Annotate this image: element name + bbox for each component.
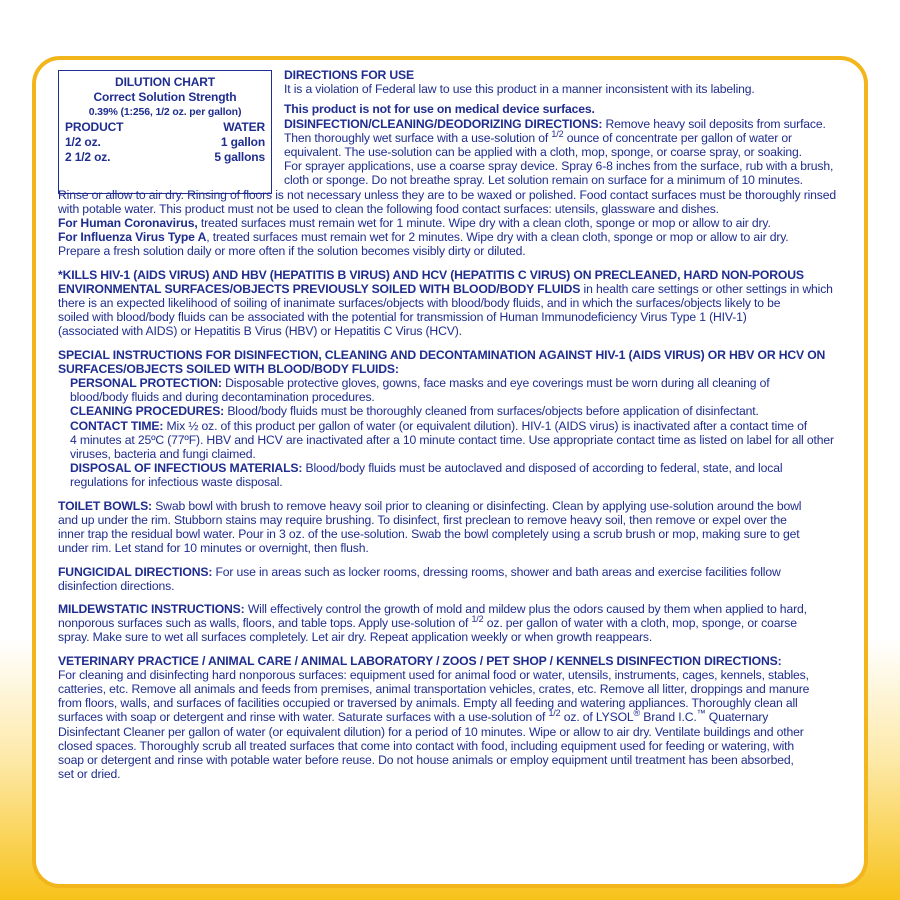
toilet-bowls-text: inner trap the residual bowl water. Pour in 3 oz. of the use-solution. Swab the bowl completely using a scrub brush or mop, making sure to get bbox=[58, 527, 800, 542]
dilution-chart bbox=[58, 70, 272, 194]
disinfection-text: equivalent. The use-solution can be applied with a cloth, mop, sponge, or coarse spray, or soaking. bbox=[284, 145, 802, 160]
dilution-product: 2 1/2 oz. bbox=[65, 150, 111, 164]
dilution-water: 1 gallon bbox=[220, 135, 265, 149]
dilution-chart-subtitle: Correct Solution Strength bbox=[93, 90, 237, 104]
rinse-line: with potable water. This product must not be used to clean the following food contact surfaces: utensils, glassware and dishes. bbox=[58, 201, 719, 216]
hiv-claim-text: soiled with blood/body fluids can be associated with the potential for transmission of Human Immunodeficiency Virus Type 1 (HIV-1) bbox=[58, 310, 747, 325]
mildewstatic-text: spray. Make sure to wet all surfaces completely. Let air dry. Repeat application weekly or when growth reappears. bbox=[58, 630, 653, 645]
personal-protection-label: PERSONAL PROTECTION: bbox=[70, 376, 222, 391]
fungicidal-text: For use in areas such as locker rooms, dressing rooms, shower and bath areas and exercise facilities follow bbox=[212, 564, 781, 579]
fungicidal-label: FUNGICIDAL DIRECTIONS: bbox=[58, 564, 213, 579]
directions-heading: DIRECTIONS FOR USE bbox=[284, 68, 415, 82]
fraction: 1/2 bbox=[548, 708, 561, 719]
personal-protection bbox=[58, 376, 858, 404]
contact-time-text: Mix ½ oz. of this product per gallon of water (or equivalent dilution). HIV-1 (AIDS virus) is inactivated after a contact time of bbox=[163, 418, 807, 433]
hiv-claim-heading: *KILLS HIV-1 (AIDS VIRUS) AND HBV (HEPATITIS B VIRUS) AND HCV (HEPATITIS C VIRUS) ON PRECLEANED, HARD NON-POROUS bbox=[58, 267, 804, 282]
dilution-chart-strength: 0.39% (1:256, 1/2 oz. per gallon) bbox=[88, 106, 242, 118]
disinfection-text: ounce of concentrate per gallon of water or bbox=[563, 130, 792, 145]
veterinary-directions bbox=[58, 654, 858, 782]
toilet-bowls-label: TOILET BOWLS: bbox=[58, 498, 152, 513]
contact-time-label: CONTACT TIME: bbox=[70, 418, 164, 433]
influenza-text bbox=[58, 230, 858, 244]
registered-mark: ® bbox=[633, 708, 641, 719]
disinfection-text: For sprayer applications, use a coarse spray device. Spray 6-8 inches from the surface, rub with a brush, bbox=[284, 159, 834, 174]
influenza-instructions: , treated surfaces must remain wet for 2 minutes. Wipe dry with a clean cloth, sponge or mop or allow to air dry. bbox=[206, 230, 789, 245]
cleaning-procedures-text: Blood/body fluids must be thoroughly cleaned from surfaces/objects before application of disinfectant. bbox=[224, 404, 759, 419]
veterinary-text: Brand I.C. bbox=[640, 710, 697, 725]
hiv-claim bbox=[58, 268, 858, 339]
disposal-infectious bbox=[58, 461, 858, 489]
toilet-bowls-text: Swab bowl with brush to remove heavy soil prior to cleaning or disinfecting. Clean by applying use-solution around the bowl bbox=[151, 498, 802, 513]
contact-time-text: viruses, bacteria and fungi claimed. bbox=[70, 447, 256, 462]
hiv-claim-text: there is an expected likelihood of soiling of inanimate surfaces/objects with blood/body fluids, and in which the surfaces/objects likely to be bbox=[58, 296, 781, 311]
mildewstatic-instructions bbox=[58, 602, 858, 645]
fresh-solution-text: Prepare a fresh solution daily or more often if the solution becomes visibly dirty or diluted. bbox=[58, 244, 526, 259]
mildewstatic-text: nonporous surfaces such as walls, floors, and table tops. Apply use-solution of bbox=[58, 616, 472, 631]
influenza-label: For Influenza Virus Type A bbox=[58, 230, 207, 245]
contact-time bbox=[58, 419, 858, 462]
coronavirus-instructions: treated surfaces must remain wet for 1 minute. Wipe dry with a clean cloth, sponge or mop or allow to air dry. bbox=[197, 216, 771, 231]
veterinary-text: For cleaning and disinfecting hard nonporous surfaces: equipment used for animal food or water, utensils, instruments, cages, kennels, stables, bbox=[58, 667, 809, 682]
hiv-claim-text: (associated with AIDS) or Hepatitis B Virus (HBV) or Hepatitis C Virus (HCV). bbox=[58, 324, 462, 339]
veterinary-text: Quaternary bbox=[705, 710, 769, 725]
mildewstatic-text: oz. per gallon of water with a cloth, mop, sponge, or coarse bbox=[483, 616, 797, 631]
special-heading: SPECIAL INSTRUCTIONS FOR DISINFECTION, CLEANING AND DECONTAMINATION AGAINST HIV-1 (AIDS VIRUS) OR HBV OR HCV ON bbox=[58, 347, 826, 362]
coronavirus-label: For Human Coronavirus, bbox=[58, 216, 198, 231]
toilet-bowls bbox=[58, 499, 858, 556]
mildewstatic-text: Will effectively control the growth of mold and mildew plus the odors caused by them when applied to hard, bbox=[244, 601, 807, 616]
medical-device-warning: This product is not for use on medical device surfaces. bbox=[284, 102, 595, 117]
veterinary-text: from floors, walls, and surfaces of facilities occupied or traversed by animals. Empty all feeding and watering appliances. Thoroughly clean all bbox=[58, 696, 798, 711]
coronavirus-text bbox=[58, 216, 858, 230]
disinfection-heading: DISINFECTION/CLEANING/DEODORIZING DIRECTIONS: bbox=[284, 116, 603, 131]
mildewstatic-label: MILDEWSTATIC INSTRUCTIONS: bbox=[58, 601, 245, 616]
dilution-chart-title: DILUTION CHART bbox=[115, 75, 215, 89]
federal-law-text: It is a violation of Federal law to use this product in a manner inconsistent with its labeling. bbox=[284, 82, 755, 97]
disinfection-text: cloth or sponge. Do not breathe spray. Let solution remain on surface for a minimum of 10 minutes. bbox=[284, 173, 803, 188]
cleaning-procedures-label: CLEANING PROCEDURES: bbox=[70, 404, 225, 419]
hiv-claim-text: in health care settings or other settings in which bbox=[580, 281, 833, 296]
disposal-text: Blood/body fluids must be autoclaved and disposed of according to federal, state, and local bbox=[302, 461, 783, 476]
dilution-row bbox=[65, 150, 265, 165]
veterinary-text: surfaces with soap or detergent and rinse with water. Saturate surfaces with a use-solution of bbox=[58, 710, 549, 725]
fungicidal-text: disinfection directions. bbox=[58, 578, 175, 593]
veterinary-text: Disinfectant Cleaner per gallon of water (or equivalent dilution) for a period of 10 minutes. Wipe or allow to air dry. Ventilate buildings and other bbox=[58, 724, 804, 739]
dilution-water: 5 gallons bbox=[214, 150, 265, 164]
label-content bbox=[58, 68, 858, 781]
disinfection-text: Remove heavy soil deposits from surface. bbox=[602, 116, 826, 131]
trademark-mark: ™ bbox=[696, 708, 706, 719]
toilet-bowls-text: and up under the rim. Stubborn stains may require brushing. To disinfect, first preclean to remove heavy soil, then remove or expel over the bbox=[58, 512, 787, 527]
special-instructions bbox=[58, 348, 858, 376]
disposal-label: DISPOSAL OF INFECTIOUS MATERIALS: bbox=[70, 461, 303, 476]
dilution-chart-header-row bbox=[65, 120, 265, 135]
cleaning-procedures bbox=[58, 404, 858, 418]
dilution-row bbox=[65, 135, 265, 150]
veterinary-heading: VETERINARY PRACTICE / ANIMAL CARE / ANIMAL LABORATORY / ZOOS / PET SHOP / KENNELS DISINFECTION DIRECTIONS: bbox=[58, 653, 782, 668]
veterinary-text: set or dried. bbox=[58, 767, 121, 782]
dilution-col-water: WATER bbox=[223, 120, 265, 134]
personal-protection-text: blood/body fluids and during decontamination procedures. bbox=[70, 390, 375, 405]
directions-block bbox=[284, 68, 858, 188]
rinse-line: Rinse or allow to air dry. Rinsing of floors is not necessary unless they are to be waxed or polished. Food contact surfaces must be thoroughly rinsed bbox=[58, 187, 836, 202]
dilution-col-product: PRODUCT bbox=[65, 120, 124, 134]
disinfection-text: Then thoroughly wet surface with a use-solution of bbox=[284, 130, 552, 145]
dilution-product: 1/2 oz. bbox=[65, 135, 101, 149]
disposal-text: regulations for infectious waste disposal. bbox=[70, 475, 283, 490]
special-heading: SURFACES/OBJECTS SOILED WITH BLOOD/BODY FLUIDS: bbox=[58, 361, 399, 376]
contact-time-text: 4 minutes at 25ºC (77ºF). HBV and HCV are inactivated after a 10 minute contact time. Use appropriate contact time as listed on label for all other bbox=[70, 432, 834, 447]
hiv-claim-heading: ENVIRONMENTAL SURFACES/OBJECTS PREVIOUSLY SOILED WITH BLOOD/BODY FLUIDS bbox=[58, 281, 581, 296]
fungicidal-directions bbox=[58, 565, 858, 593]
product-label-panel bbox=[32, 56, 868, 888]
veterinary-text: oz. of LYSOL bbox=[560, 710, 634, 725]
disinfection-directions bbox=[284, 117, 858, 188]
fraction: 1/2 bbox=[551, 128, 564, 139]
veterinary-text: catteries, etc. Remove all animals and feeds from premises, animal transportation vehicles, crates, etc. Remove all litter, droppings and manure bbox=[58, 681, 810, 696]
toilet-bowls-text: under rim. Let stand for 10 minutes or overnight, then flush. bbox=[58, 541, 369, 556]
personal-protection-text: Disposable protective gloves, gowns, face masks and eye coverings must be worn during all cleaning of bbox=[221, 376, 770, 391]
veterinary-text: soap or detergent and rinse with potable water before reuse. Do not house animals or employ equipment until treatment has been absorbed, bbox=[58, 752, 794, 767]
fraction: 1/2 bbox=[471, 614, 484, 625]
veterinary-text: closed spaces. Thoroughly scrub all treated surfaces that come into contact with food, including equipment used for feeding or watering, with bbox=[58, 738, 795, 753]
